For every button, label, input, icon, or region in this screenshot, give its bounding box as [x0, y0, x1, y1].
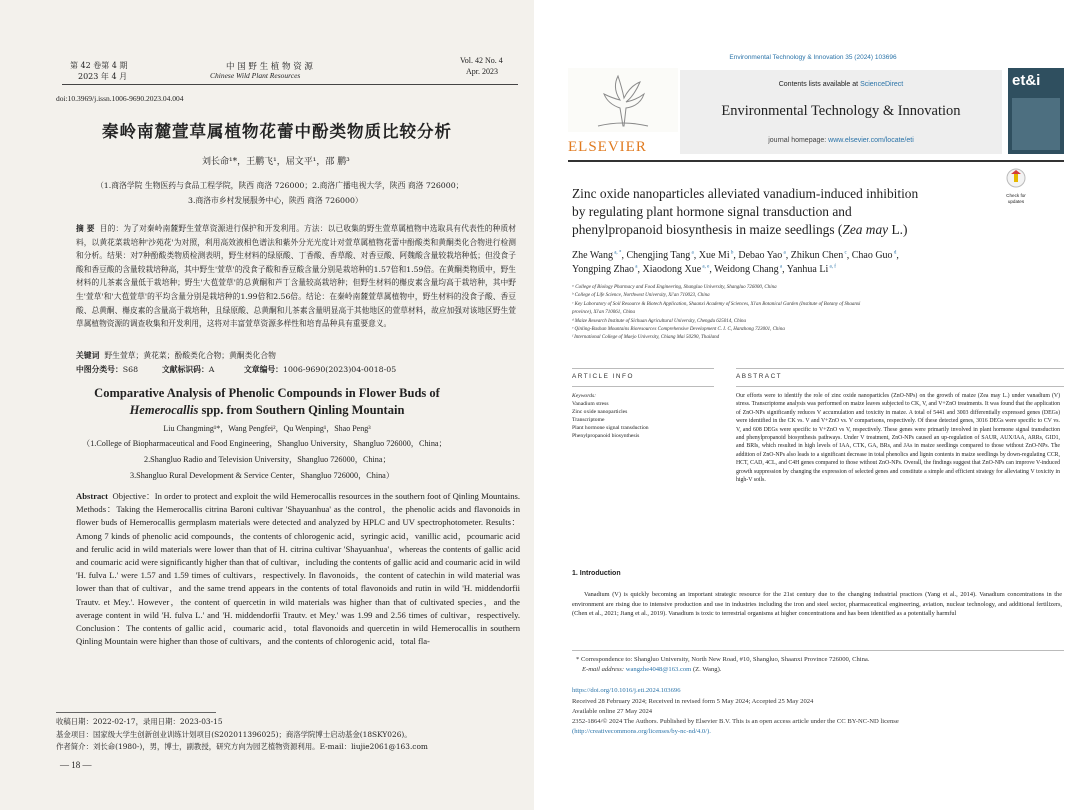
cover-logo: et&i	[1012, 72, 1041, 89]
intro-text: Vanadium (V) is quickly becoming an important strategic resource for the 21st century due to the changing industrial practices (Yang et al., 2014). Vanadium concentrations in the environment are rising due to intensive production and use in industries including the iron and steel sector, pharmaceutical engineering, aviation, nuclear technology, and additional fertilizers, (Chen et al., 2021; Jiang et al., 2019). Vanadium is toxic to terrestrial organisms at higher concentrations and has been identified as a potentially harmful	[572, 591, 1062, 617]
abstract-label: ABSTRACT	[736, 373, 783, 380]
doi-link[interactable]: https://doi.org/10.1016/j.eti.2024.103696	[572, 687, 681, 694]
article-label: 文章编号：	[244, 365, 283, 374]
code-label: 文献标识码：	[162, 365, 209, 374]
article-info-label: ARTICLE INFO	[572, 373, 634, 380]
class-value: S68	[122, 365, 139, 374]
author[interactable]: Weidong Chang $^a$	[714, 264, 783, 275]
correspondence: * Correspondence to: Shangluo University, North New Road, #10, Shangluo, Shaanxi Province 726000, China.	[576, 656, 870, 663]
journal-cover	[1008, 68, 1064, 154]
class-number	[76, 364, 138, 375]
abstract-rule-top	[736, 368, 1064, 369]
article-info-rule	[572, 386, 714, 387]
footnote-rule	[56, 712, 216, 713]
footnote-rule	[572, 650, 1064, 651]
article-info-rule-top	[572, 368, 714, 369]
sciencedirect-link[interactable]: ScienceDirect	[860, 81, 904, 88]
doc-code	[162, 364, 214, 375]
title-line-1: Zinc oxide nanoparticles alleviated vanadium-induced inhibition	[572, 186, 919, 201]
journal-name: Environmental Technology & Innovation	[721, 103, 961, 119]
email-suffix: (Z. Wang).	[691, 666, 722, 673]
abstract-cn-label: 摘 要	[76, 224, 95, 233]
page-number: — 18 —	[60, 760, 92, 770]
email-label: E-mail address:	[582, 666, 626, 673]
contents-prefix: Contents lists available at	[778, 81, 861, 88]
history: Received 28 February 2024; Received in revised form 5 May 2024; Accepted 25 May 2024	[572, 698, 814, 705]
title-line-2: by regulating plant hormone signal transduction and	[572, 204, 852, 219]
elsevier-tree-icon	[568, 68, 678, 132]
homepage-prefix: journal homepage:	[768, 137, 829, 144]
authors-line-2: Yongping Zhao $^a$, Xiaodong Xue $^{a, e}$, Weidong Chang $^a$, Yanhua Li $^{a, f}$	[572, 264, 836, 275]
fund-project: 基金项目：国家级大学生创新创业训练计划项目(S202011396025)；商洛学院博士启动基金(18SKY026)。	[56, 729, 412, 739]
keywords-label: Keywords:	[572, 393, 597, 399]
affiliation-c-cont: province), Xi'an 710061, China	[572, 310, 635, 316]
title-cn: 秦岭南麓萱草属植物花蕾中酚类物质比较分析	[102, 122, 452, 141]
received-date: 收稿日期：2022-02-17，录用日期：2023-03-15	[56, 717, 223, 726]
elsevier-journal-page	[546, 0, 1080, 810]
email-link[interactable]: wangzhe4048@163.com	[625, 666, 692, 673]
affiliation-a: ᵃ College of Biology Pharmacy and Food Engineering, Shangluo University, Shangluo 726000, China	[572, 285, 777, 290]
elsevier-wordmark: ELSEVIER	[568, 139, 647, 155]
check-updates-label: Check for updates	[1006, 193, 1026, 204]
author[interactable]: Debao Yao $^a$	[738, 250, 786, 261]
footer-cn	[56, 716, 428, 754]
title-line-3-post: L.)	[888, 222, 908, 237]
code-value: A	[208, 365, 215, 374]
keyword: Zinc oxide nanoparticles	[572, 409, 628, 415]
homepage-line	[680, 137, 1002, 144]
affiliation-f: ᶠ International College of Maejo University, Chiang Mai 50290, Thailand	[572, 335, 720, 341]
email-line	[582, 665, 721, 674]
title-en-rest: spp. from Southern Qinling Mountain	[198, 403, 405, 417]
authors-line-1: Zhe Wang $^{a, *}$, Chengjing Tang $^a$, Xue Mi $^b$, Debao Yao $^a$, Zhikun Chen $^c$, Chao Guo $^d$,	[572, 250, 899, 261]
title-line-3	[572, 221, 918, 239]
author[interactable]: Yanhua Li $^{a, f}$	[786, 264, 836, 275]
keywords-cn	[76, 350, 276, 361]
abstract-en-text: Objective：In order to protect and exploit the wild Hemerocallis resources in the southern foot of Qinling Mountains. Methods：Taking the Hemerocallis citrina Baroni cultivar 'Shayuanhua' as the control，the phenolic acids and flavonoids in flower buds of Hemerocallis germplasm materials were detected and analyzed by HPLC and UV spectrophotometer. Results：Among 7 kinds of phenolic acid compounds，the contents of chlorogenic acid，syringic acid，vanillic acid，pcoumaric acid and ferulic acid in wild materials were lower than that of H. citrina cultivar 'Shayuanhua'，whereas the contents of gallic acid and coumaric acid were significantly higher than that of cultivar，including the contents of gallic acid and coumaric acid in wild 'H. fulva L.' were 1.57 and 1.59 times of cultivars，respectively. In flavonoids，the content of catechin in wild material was lower than that of cultivar，and the same trend appears in the contents of total flavonoids and rutin in wild 'H. middendorfii Trautv. et Mey.'. However，the content of quercetin in wild materials was higher than that of cultivated species，and the average content in wild 'H. fulva L.' and 'H. middendorfii Trautv. et Mey.' was 1.99 and 2.56 times of cultivar，respectively. Conclusion：The contents of gallic acid，coumaric acid，total flavonoids and quercetin in wild Hemerocallis in southern Qinling Mountain were higher than those of cultivars，and the contents of chlorogenic acid，total fla-	[76, 491, 521, 647]
title-species: Zea may	[842, 222, 889, 237]
abstract-text: Our efforts were to identify the role of zinc oxide nanoparticles (ZnO-NPs) on the growth of maize (Zea may L.) under vanadium (V) stress. Transcriptome analysis was performed on maize leaves subjected to CK, V, and V+ZnO treatments. It was found that the application of ZnO-NPs significantly reduces V accumulation and toxicity in maize. A total of 5441 and 3003 differentially expressed genes (DEGs) were identified in the CK vs. V and V+ZnO vs. V comparisons, respectively. Of these detected genes, 3016 DEGs were specific to CV vs. V, and 608 DEGs were specific to V+ZnO vs V, respectively. These genes were primarily involved in plant hormone signal transduction and phenylpropanoid biosynthesis pathways. Under V treatment, ZnO-NPs caused an up-regulation of SAUR, AUX/IAA, ARRs, GID1, and BRIs, which resulted in high levels of IAA, CTK, GA, BRs, and JAs in maize seedlings compared to those without ZnO-NPs. The addition of ZnO-NPs also leads to a significant decrease in total phenolics and lignin contents in maize seedlings by down-regulating CCR, HCT, CAD, 4CL, and C4H genes compared to those without ZnO-NPs. Overall, the findings suggest that ZnO-NPs can improve V-induced growth suppression by changing the expression of selected genes and constitute a simple and efficient strategy for alleviating V toxicity in high-V soils.	[736, 393, 1060, 484]
keyword: Transcriptome	[572, 417, 605, 423]
author[interactable]: Zhikun Chen $^c$	[790, 250, 847, 261]
article-value: 1006-9690(2023)04-0018-05	[282, 365, 397, 374]
date-en: Apr. 2023	[466, 67, 498, 76]
abstract-cn-text: 目的：为了对秦岭南麓野生萱草资源进行保护和开发利用。方法：以已收集的野生萱草属植物中选取具有代表性的种质材料，以黄花菜栽培种'沙苑花'为对照，利用高效液相色谱法和紫外分光光度计对萱草属植物花蕾中酚酸类和黄酮类化合物进行检测和分析。结果：对7种酚酸类物质检测表明，野生材料的绿原酸、丁香酸、香草酸、对香豆酸、阿魏酸含量较栽培种低；但没食子酸和香豆酸的含量较栽培种高，其中野生'萱草'的没食子酸和香豆酸含量分别是栽培种的1.57倍和1.59倍。在黄酮类物质中，野生材料的儿茶素含量低于栽培种；野生'大苞萱草'的总黄酮和芦丁含量较高栽培种；但野生材料的槲皮素含量均高于栽培种，其中野生'萱草'和'大苞萱草'的平均含量分别是栽培种的1.99倍和2.56倍。结论：在秦岭南麓萱草属植物中，野生材料的没食子酸、香豆酸、总黄酮、槲皮素的含量高于栽培种，且绿原酸、总黄酮和儿茶素含量明显高于其他地区的萱草材料，故应加强对该地区野生萱草属植物资源的调查收集和开发利用，这将对丰富萱草资源多样性和培育品种具有重要意义。	[76, 224, 516, 329]
affiliation-c: ᶜ Key Laboratory of Soil Resource & Biotech Application, Shaanxi Academy of Sciences, Xi'an Botanical Garden (Institute of Botany of Shaanxi	[572, 301, 861, 307]
journal-title-cn: 中 国 野 生 植 物 资 源	[226, 62, 313, 72]
abstract-en	[76, 490, 520, 648]
author[interactable]: Zhe Wang $^{a, *}$	[572, 250, 622, 261]
affil-en-3: 3.Shangluo Rural Development & Service Center，Shangluo 726000，China）	[130, 471, 395, 480]
date-cn: 2023 年 4 月	[78, 72, 128, 81]
homepage-link[interactable]: www.elsevier.com/locate/eti	[828, 137, 914, 144]
keywords-list	[572, 392, 649, 440]
check-updates-icon	[1005, 168, 1027, 188]
affil-en-2: 2.Shangluo Radio and Television University，Shangluo 726000，China；	[144, 455, 391, 464]
author[interactable]: Xue Mi $^b$	[698, 250, 734, 261]
keyword: Phenylpropanoid biosynthesis	[572, 433, 640, 439]
check-updates-badge[interactable]	[998, 168, 1034, 204]
author[interactable]: Chao Guo $^d$	[851, 250, 897, 261]
keywords-cn-label: 关键词	[76, 351, 100, 360]
article-title	[572, 185, 918, 239]
affil-cn-1: （1.商洛学院 生物医药与食品工程学院，陕西 商洛 726000；2.商洛广播电视大学，陕西 商洛 726000；	[96, 181, 464, 190]
author[interactable]: Chengjing Tang $^a$	[626, 250, 694, 261]
article-number	[244, 364, 396, 375]
abstract-en-label: Abstract	[76, 491, 108, 501]
author[interactable]: Yongping Zhao $^a$	[572, 264, 638, 275]
title-line-3-pre: phenylpropanoid biosynthesis in maize seedlings (	[572, 222, 843, 237]
affiliation-d: ᵈ Maize Research Institute of Sichuan Agricultural University, Chengdu 625014, China	[572, 318, 747, 324]
chinese-journal-page	[0, 0, 534, 810]
affiliations	[572, 284, 1062, 343]
abstract-rule	[736, 386, 1064, 387]
license-line: 2352-1864/© 2024 The Authors. Published by Elsevier B.V. This is an open access article under the CC BY-NC-ND license	[572, 718, 899, 725]
title-en-line1: Comparative Analysis of Phenolic Compounds in Flower Buds of	[94, 386, 440, 400]
author-bio: 作者简介：刘长命(1980-)，男，博士，副教授，研究方向为园艺植物资源利用。E-mail：liujie2061@163.com	[56, 742, 428, 751]
title-en-line2	[0, 403, 534, 418]
vol-en: Vol. 42 No. 4	[460, 56, 503, 65]
abstract-cn	[76, 222, 516, 331]
contents-line	[680, 81, 1002, 88]
authors-cn: 刘长命¹*，王鹏飞¹，屈文平¹，邵 鹏³	[202, 157, 350, 167]
elsevier-logo	[568, 68, 678, 155]
vol-cn: 第 42 卷第 4 期	[70, 61, 128, 70]
author[interactable]: Xiaodong Xue $^{a, e}$	[642, 264, 710, 275]
header-rule	[62, 84, 518, 85]
available-online: Available online 27 May 2024	[572, 708, 653, 715]
title-en-italic: Hemerocallis	[129, 403, 199, 417]
keyword: Vanadium stress	[572, 401, 609, 407]
authors-en: Liu Changming¹*，Wang Pengfei²，Qu Wenping¹，Shao Peng³	[163, 424, 371, 433]
license-link[interactable]: (http://creativecommons.org/licenses/by-nc-nd/4.0/).	[572, 728, 711, 735]
journal-title-en: Chinese Wild Plant Resources	[210, 71, 301, 80]
affiliation-b: ᵇ College of Life Science, Northwest University, Xi'an 710023, China	[572, 293, 710, 299]
masthead-rule	[568, 160, 1064, 162]
keyword: Plant hormone signal transduction	[572, 425, 649, 431]
cover-image	[1012, 98, 1060, 150]
affil-cn-2: 3.商洛市乡村发展服务中心，陕西 商洛 726000）	[188, 196, 363, 205]
journal-ref: Environmental Technology & Innovation 35 (2024) 103696	[729, 54, 897, 61]
keywords-cn-text: 野生萱草；黄花菜；酚酸类化合物；黄酮类化合物	[104, 351, 276, 360]
affiliation-e: ᵉ Qinling-Bashan Mountains Bioresources Comprehensive Development C. I. C, Hanzhong 723001, China	[572, 327, 785, 333]
affil-en-1: （1.College of Biopharmaceutical and Food Engineering，Shangluo University，Shangluo 726000，China；	[82, 439, 447, 448]
intro-heading: 1. Introduction	[572, 570, 621, 577]
doi-cn: doi:10.3969/j.issn.1006-9690.2023.04.004	[56, 94, 184, 103]
class-label: 中图分类号：	[76, 365, 123, 374]
